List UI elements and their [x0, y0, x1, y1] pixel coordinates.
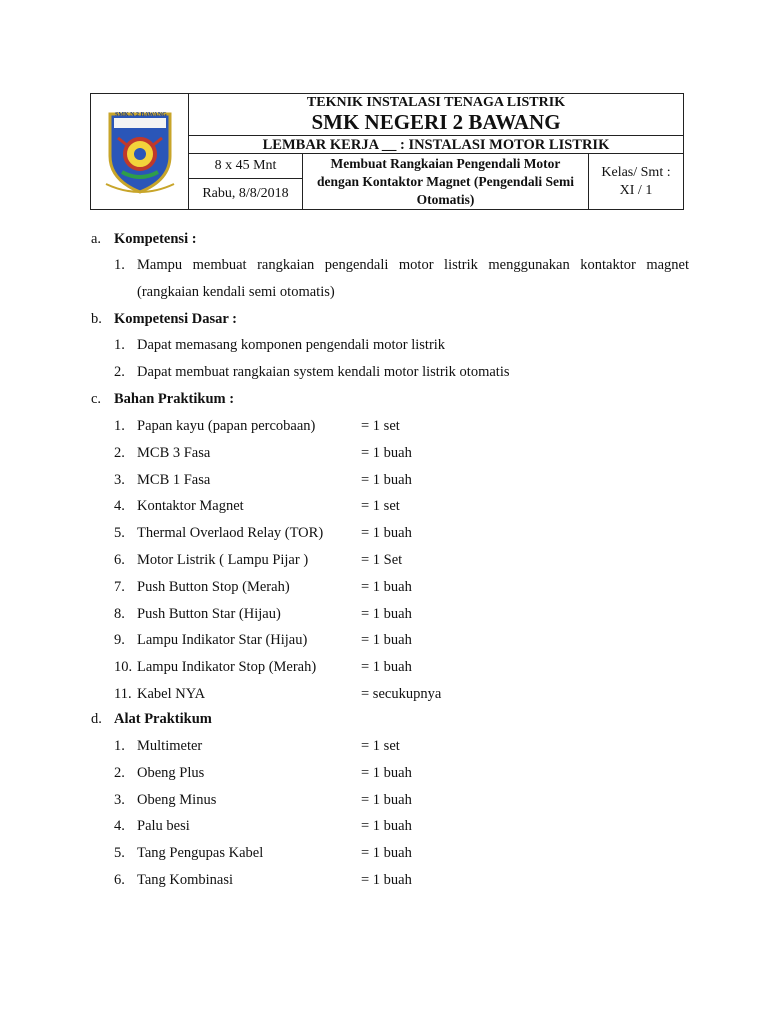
item-number: 9. — [114, 632, 125, 649]
item-text: Dapat membuat rangkaian system kendali motor listrik otomatis — [137, 364, 510, 380]
item-number: 1. — [114, 337, 125, 353]
item-quantity: = 1 buah — [361, 578, 412, 595]
item-number: 11. — [114, 686, 132, 702]
item-name: Multimeter — [137, 738, 203, 754]
item-number: 2. — [114, 764, 125, 781]
item-text: Dapat memasang komponen pengendali motor listrik — [137, 337, 446, 353]
item-name: Tang Pengupas Kabel — [137, 845, 264, 862]
item-name: Papan kayu (papan percobaan) — [137, 418, 316, 434]
item-text-continued: (rangkaian kendali semi otomatis) — [137, 284, 335, 300]
item-quantity: = 1 buah — [361, 659, 412, 676]
item-quantity: = 1 buah — [361, 525, 412, 542]
item-name: MCB 1 Fasa — [137, 471, 211, 488]
department-title: TEKNIK INSTALASI TENAGA LISTRIK — [306, 95, 566, 110]
item-quantity: = 1 buah — [361, 605, 412, 622]
date: Rabu, 8/8/2018 — [202, 186, 289, 201]
item-name: Lampu Indikator Star (Hijau) — [137, 632, 308, 649]
item-text: Mampu membuat rangkaian pengendali motor listrik menggunakan kontaktor magnet — [137, 257, 689, 273]
item-number: 1. — [114, 738, 125, 754]
item-name: Kontaktor Magnet — [137, 498, 244, 515]
item-name: Push Button Star (Hijau) — [137, 605, 281, 622]
item-quantity: = 1 set — [361, 418, 400, 434]
section-letter: a. — [91, 231, 102, 247]
item-name: Obeng Plus — [137, 764, 205, 781]
item-number: 7. — [114, 578, 125, 595]
item-number: 3. — [114, 791, 125, 808]
item-name: Push Button Stop (Merah) — [137, 578, 290, 595]
section-title: Bahan Praktikum : — [114, 391, 235, 407]
item-quantity: = 1 buah — [361, 872, 412, 888]
item-name: Lampu Indikator Stop (Merah) — [137, 659, 317, 676]
item-number: 1. — [114, 418, 125, 434]
item-name: Obeng Minus — [137, 791, 217, 808]
item-quantity: = 1 buah — [361, 791, 412, 808]
item-number: 4. — [114, 498, 125, 515]
item-name: Thermal Overlaod Relay (TOR) — [137, 525, 324, 542]
item-name: Motor Listrik ( Lampu Pijar ) — [137, 552, 309, 568]
item-quantity: = 1 buah — [361, 845, 412, 862]
item-number: 6. — [114, 872, 125, 888]
item-quantity: = 1 buah — [361, 444, 412, 461]
item-quantity: = 1 buah — [361, 818, 412, 835]
item-number: 6. — [114, 552, 125, 568]
worksheet-title: LEMBAR KERJA __ : INSTALASI MOTOR LISTRIK — [262, 137, 610, 153]
item-quantity: = 1 set — [361, 738, 400, 754]
class-semester — [589, 154, 683, 209]
worksheet-subject: Membuat Rangkaian Pengendali Motor dengan Kontaktor Magnet (Pengendali Semi Otomatis) — [316, 155, 574, 207]
item-number: 5. — [114, 845, 125, 862]
item-number: 2. — [114, 444, 125, 461]
item-number: 2. — [114, 364, 125, 380]
item-number: 4. — [114, 818, 125, 835]
item-quantity: = 1 buah — [361, 471, 412, 488]
section-title: Kompetensi : — [114, 231, 197, 247]
item-quantity: = 1 buah — [361, 764, 412, 781]
school-logo-cell — [91, 94, 188, 209]
section-title: Kompetensi Dasar : — [114, 311, 237, 327]
section-letter: c. — [91, 391, 102, 407]
item-quantity: = secukupnya — [361, 686, 442, 702]
school-name: SMK NEGERI 2 BAWANG — [311, 109, 561, 134]
item-number: 3. — [114, 471, 125, 488]
header-table — [90, 93, 684, 210]
section-letter: b. — [91, 311, 102, 327]
item-number: 8. — [114, 605, 125, 622]
logo-text: SMK N 2 BAWANG — [115, 112, 167, 118]
class-value: XI / 1 — [619, 182, 653, 198]
item-quantity: = 1 Set — [361, 552, 403, 568]
item-number: 1. — [114, 257, 125, 273]
section-title: Alat Praktikum — [114, 711, 212, 727]
item-name: Tang Kombinasi — [137, 872, 234, 888]
item-number: 5. — [114, 525, 125, 542]
duration: 8 x 45 Mnt — [214, 158, 277, 173]
class-label: Kelas/ Smt : — [601, 164, 671, 180]
item-name: MCB 3 Fasa — [137, 444, 211, 461]
item-number: 10. — [114, 659, 133, 676]
item-quantity: = 1 buah — [361, 632, 412, 649]
item-name: Kabel NYA — [137, 686, 206, 702]
section-letter: d. — [91, 711, 102, 727]
item-quantity: = 1 set — [361, 498, 400, 515]
school-logo — [104, 110, 176, 194]
item-name: Palu besi — [137, 818, 190, 835]
